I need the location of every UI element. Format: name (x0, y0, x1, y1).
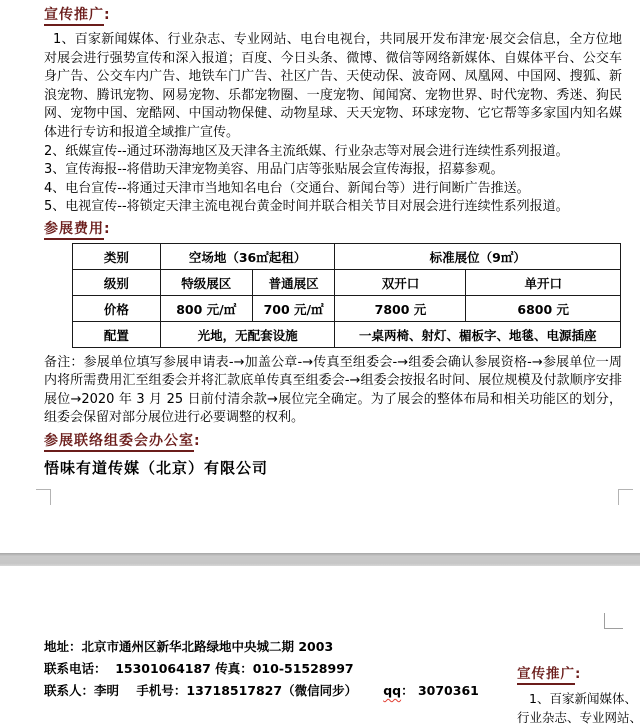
cell-config-standard: 一桌两椅、射灯、楣板字、地毯、电源插座 (335, 322, 621, 348)
phone-fax-line: 联系电话： 15301064187 传真：010-51528997 (44, 661, 354, 676)
cell-config-raw: 光地，无配套设施 (160, 322, 335, 348)
cell-level-label: 级别 (73, 270, 161, 296)
promo-item-1: 1、百家新闻媒体、行业杂志、专业网站、电台电视台，共同展开发布津宠·展交会信息，全方位地对展会进行强势宣传和深入报道；百度、今日头条、微博、微信等网络新媒体、自媒体平台、公交车身广告、公交车内广告、地铁车门广告、社区广告、天使动保、波奇网、凤凰网、中国网、搜狐、新浪宠物、腾讯宠物、网易宠物、乐都宠物圈、一度宠物、闻闻窝、宠物世界、时代宠物、秀迷、狗民网、宠物中国、宠酷网、中国动物保健、动物星球、天天宠物、环球宠物、它它帮等多家国内知名媒体进行专访和报道全域推广宣传。 (44, 32, 622, 140)
promo-heading-page2-colon: : (575, 666, 582, 682)
office-heading-colon: : (194, 433, 201, 449)
crop-mark-top-right (604, 628, 623, 629)
crop-mark-bottom-right (618, 489, 633, 490)
cell-price-double: 7800 元 (335, 296, 466, 322)
cell-price-label: 价格 (73, 296, 161, 322)
promo-list (44, 31, 622, 217)
cell-normal-zone: 普通展区 (252, 270, 335, 296)
table-row (73, 296, 621, 322)
promo-heading-page2 (517, 662, 581, 682)
cell-category-label: 类别 (73, 244, 161, 270)
company-name: 悟味有道传媒（北京）有限公司 (44, 459, 269, 477)
contact-person-line (44, 681, 479, 699)
cell-premium-zone: 特级展区 (160, 270, 252, 296)
promo-item-5: 5、电视宣传--将锁定天津主流电视台黄金时间并联合相关节目对展会进行连续性系列报道。 (44, 199, 569, 215)
cell-config-label: 配置 (73, 322, 161, 348)
cell-price-premium: 800 元/㎡ (160, 296, 252, 322)
fees-heading-label: 参展费用 (44, 221, 104, 240)
address-line: 地址：北京市通州区新华北路绿地中央城二期 2003 (44, 639, 334, 654)
crop-mark-bottom-left-vertical (50, 489, 51, 505)
fees-heading (44, 218, 111, 238)
qq-number: ： 3070361 (401, 683, 479, 698)
cell-raw-space: 空场地（36㎡起租） (160, 244, 335, 270)
promo-item-2: 2、纸媒宣传--通过环渤海地区及天津各主流纸媒、行业杂志等对展会进行连续性系列报道。 (44, 143, 569, 159)
cell-price-single: 6800 元 (466, 296, 621, 322)
promo-heading-colon: : (104, 7, 111, 23)
promo-item-4: 4、电台宣传--将通过天津市当地知名电台（交通台、新闻台等）进行间断广告推送。 (44, 180, 530, 196)
cell-price-normal: 700 元/㎡ (252, 296, 335, 322)
contact-person-text: 联系人：李明 手机号：13718517827（微信同步） (44, 683, 384, 698)
table-row (73, 322, 621, 348)
promo-item-3: 3、宣传海报--将借助天津宠物美容、用品门店等张贴展会宣传海报，招募参观。 (44, 162, 504, 178)
office-heading-label: 参展联络组委会办公室 (44, 433, 194, 452)
promo-heading-label: 宣传推广 (44, 7, 104, 26)
qq-label: qq (383, 683, 402, 698)
fees-heading-colon: : (104, 221, 111, 237)
promo-page2-line2-clipped: 行业杂志、专业网站、 (517, 710, 642, 725)
page-separator-band (0, 553, 640, 566)
table-row (73, 270, 621, 296)
cell-double-opening: 双开口 (335, 270, 466, 296)
remark-paragraph: 备注：参展单位填写参展申请表-→加盖公章-→传真至组委会-→组委会确认参展资格-→参展单位一周内将所需费用汇至组委会并将汇款底单传真至组委会-→组委会按报名时间、展位规模及付款顺序安排展位→2020 年 3 月 25 日前付清余款→展位完全确定。为了展会的整体布局和相关功能区的划分，组委会保留对部分展位进行必要调整的权利。 (44, 355, 622, 426)
office-heading (44, 430, 201, 450)
table-row (73, 244, 621, 270)
promo-page2-line1: 1、百家新闻媒体、 (529, 691, 637, 706)
promo-heading (44, 4, 111, 24)
crop-mark-top-right-vertical (604, 613, 605, 629)
cell-single-opening: 单开口 (466, 270, 621, 296)
promo-heading-page2-label: 宣传推广 (517, 666, 575, 685)
cell-standard-booth: 标准展位（9㎡） (335, 244, 621, 270)
crop-mark-bottom-right-vertical (618, 489, 619, 505)
fee-table (72, 243, 621, 348)
crop-mark-bottom-left (36, 489, 51, 490)
